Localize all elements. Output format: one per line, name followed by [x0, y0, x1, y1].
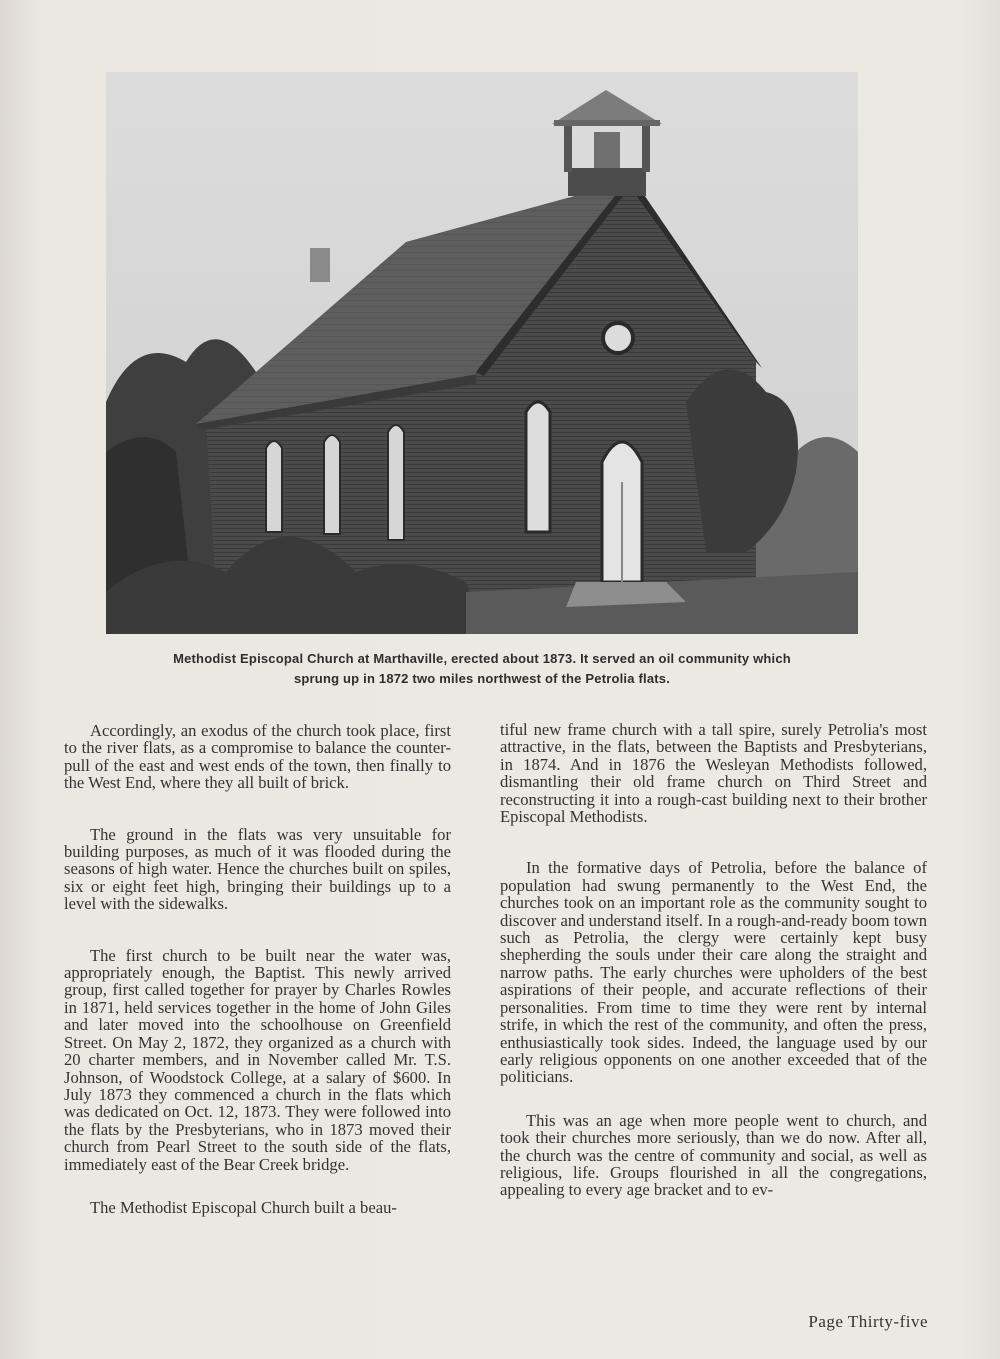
right-column — [500, 721, 927, 1199]
paragraph: tiful new frame church with a tall spire, surely Petrolia's most attractive, in the flats, between the Baptists and Presbyterians, in 1874. And in 1876 the Wesleyan Methodists followed, dismantling their old frame church on Third Street and reconstructing it into a rough-cast building next to their brother Episcopal Methodists. — [500, 720, 927, 827]
paragraph: The Methodist Episcopal Church built a beau- — [90, 1197, 397, 1217]
page-number: Page Thirty-five — [808, 1312, 928, 1331]
caption-line-2: sprung up in 1872 two miles northwest of the Petrolia flats. — [293, 671, 671, 686]
paragraph: The first church to be built near the water was, appropriately enough, the Baptist. This newly arrived group, first called together for prayer by Charles Rowles in 1871, held services together in the home of John Giles and later moved into the schoolhouse on Greenfield Street. On May 2, 1872, they organized as a church with 20 charter members, and in November called Mr. T.S. Johnson, of Woodstock College, at a salary of $600. In July 1873 they commenced a church in the flats which was dedicated on Oct. 12, 1873. They were followed into the flats by the Presbyterians, who in 1873 moved their church from Pearl Street to the south side of the flats, immediately east of the Bear Creek bridge. — [64, 945, 451, 1174]
left-column — [64, 722, 451, 1216]
church-photo-illustration — [106, 72, 858, 634]
paragraph: Accordingly, an exodus of the church took place, first to the river flats, as a compromise to balance the counter-pull of the east and west ends of the town, then finally to the West End, where they all built of brick. — [64, 721, 451, 793]
caption-line-1: Methodist Episcopal Church at Marthaville, erected about 1873. It served an oil community which — [173, 651, 791, 666]
paragraph: In the formative days of Petrolia, before the balance of population had swung permanently to the West End, the churches took on an important role as the community sought to discover and understand itself. In a rough-and-ready boom town such as Petrolia, the clergy were certainly kept busy shepherding the souls under their care along the straight and narrow paths. The early churches were upholders of the best aspirations of their people, and accurate reflections of their personalities. From time to time they were rent by internal strife, in which the rest of the community, and often the press, enthusiastically took sides. Indeed, the language used by our early religious opponents on one another exceeded that of the politicians. — [500, 858, 927, 1087]
paragraph: The ground in the flats was very unsuitable for building purposes, as much of it was flooded during the seasons of high water. Hence the churches built on spiles, six or eight feet high, bringing their buildings up to a level with the sidewalks. — [64, 824, 451, 914]
paragraph: This was an age when more people went to church, and took their churches more seriously, than we do now. After all, the church was the centre of community and social, as well as religious, life. Groups flourished in all the congregations, appealing to every age bracket and to ev- — [500, 1110, 927, 1200]
photo-caption — [100, 649, 864, 689]
church-photo — [106, 72, 858, 634]
